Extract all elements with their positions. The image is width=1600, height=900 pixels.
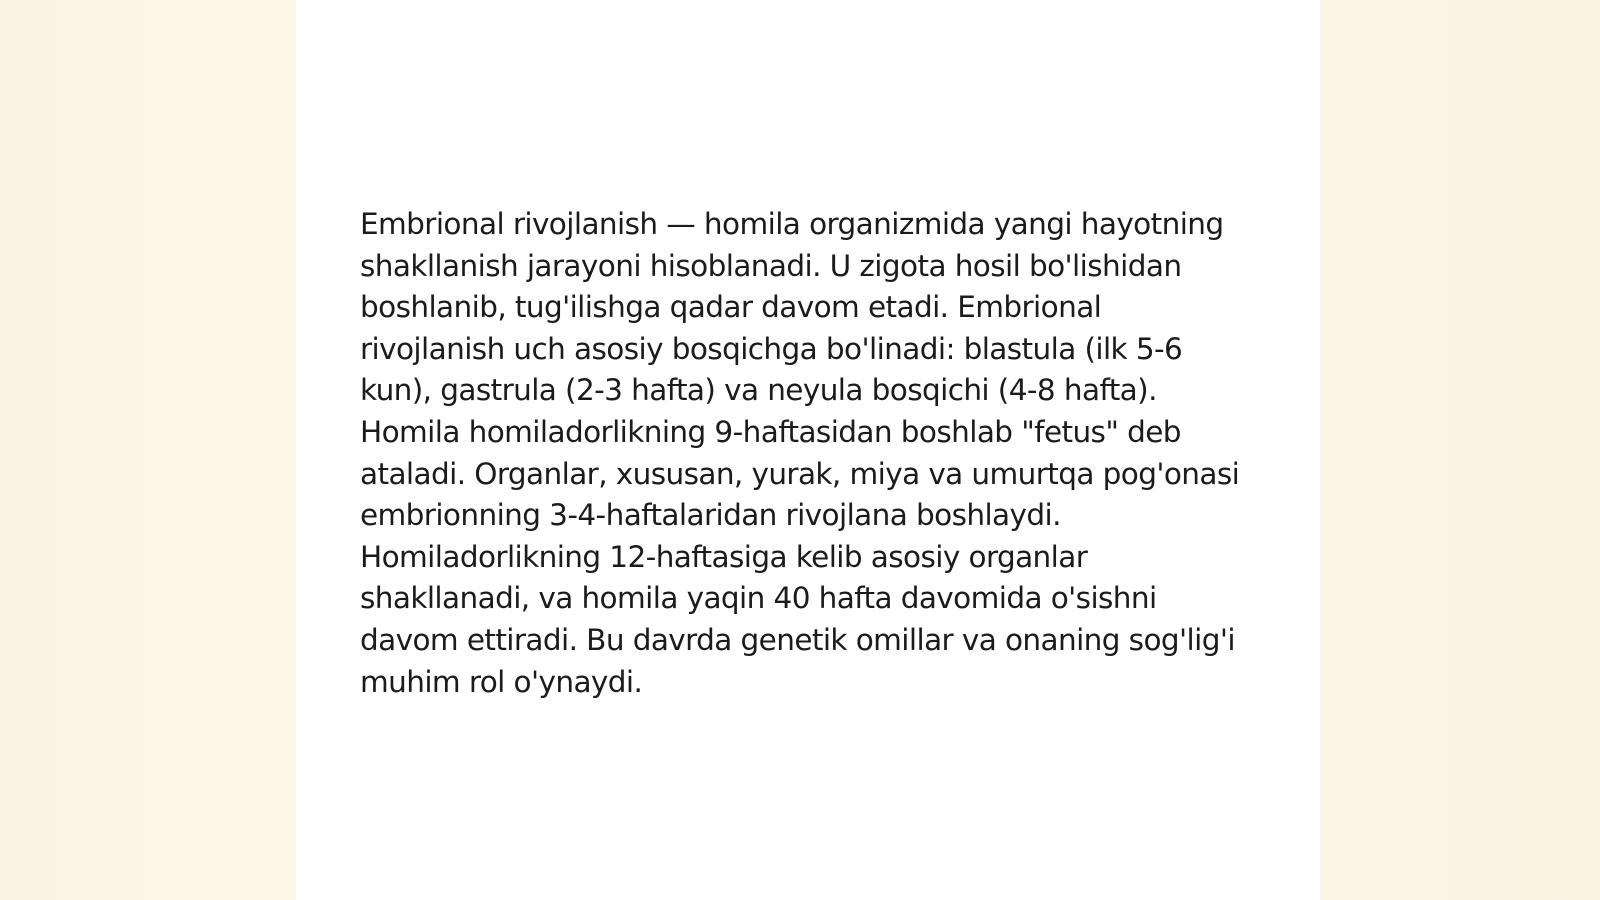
document-sheet	[296, 0, 1320, 900]
body-paragraph: Embrional rivojlanish — homila organizmida yangi hayotning shakllanish jarayoni hisoblanadi. U zigota hosil bo'lishidan boshlanib, tug'ilishga qadar davom etadi. Embrional rivojlanish uch asosiy bosqichga bo'linadi: blastula (ilk 5-6 kun), gastrula (2-3 hafta) va neyula bosqichi (4-8 hafta). Homila homiladorlikning 9-haftasidan boshlab "fetus" deb ataladi. Organlar, xususan, yurak, miya va umurtqa pog'onasi embrionning 3-4-haftalaridan rivojlana boshlaydi. Homiladorlikning 12-haftasiga kelib asosiy organlar shakllanadi, va homila yaqin 40 hafta davomida o'sishni davom ettiradi. Bu davrda genetik omillar va onaning sog'lig'i muhim rol o'ynaydi.	[360, 207, 1240, 699]
